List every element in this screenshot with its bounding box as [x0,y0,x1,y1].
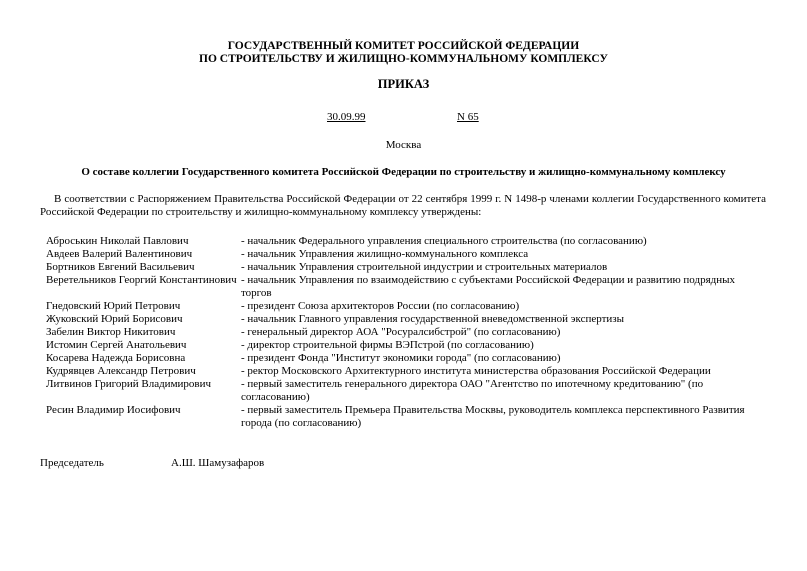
document-date: 30.09.99 [327,111,366,123]
member-row [46,339,766,352]
member-name: Жуковский Юрий Борисович [46,313,183,325]
signatory-title: Председатель [40,457,104,469]
member-name: Аброськин Николай Павлович [46,235,189,247]
member-role: - начальник Управления жилищно-коммунального комплекса [241,248,529,260]
member-row [46,378,766,404]
member-name: Бортников Евгений Васильевич [46,261,195,273]
committee-name-line1: ГОСУДАРСТВЕННЫЙ КОМИТЕТ РОССИЙСКОЙ ФЕДЕРАЦИИ [227,40,580,52]
member-row [46,274,766,300]
member-row [46,300,766,313]
member-role: - начальник Управления строительной индустрии и строительных материалов [241,261,608,273]
member-row [46,352,766,365]
members-list [46,235,766,430]
member-name: Забелин Виктор Никитович [46,326,176,338]
member-row [46,235,766,248]
member-name: Кудрявцев Александр Петрович [46,365,196,377]
document-subject: О составе коллегии Государственного комитета Российской Федерации по строительству и жилищно-коммунальному комплексу [81,166,726,178]
member-name: Ресин Владимир Иосифович [46,404,181,416]
member-role: - президент Союза архитекторов России (по согласованию) [241,300,520,312]
member-row [46,261,766,274]
committee-name-line2: ПО СТРОИТЕЛЬСТВУ И ЖИЛИЩНО-КОММУНАЛЬНОМУ КОМПЛЕКСУ [199,53,608,65]
member-role: - начальник Федерального управления специального строительства (по согласованию) [241,235,647,247]
member-name: Веретельников Георгий Константинович [46,274,237,286]
intro-paragraph: В соответствии с Распоряжением Правительства Российской Федерации от 22 сентября 1999 г. N 1498-р членами коллегии Государственного комитета Российской Федерации по строительству и жилищно-коммунальному комплексу утверждены: [40,193,766,218]
member-row [46,313,766,326]
member-name: Гнедовский Юрий Петрович [46,300,181,312]
member-row [46,248,766,261]
document-city: Москва [385,139,422,151]
document-title: ПРИКАЗ [377,77,430,91]
member-role: - директор строительной фирмы ВЭПстрой (по согласованию) [241,339,534,351]
member-role: - президент Фонда "Институт экономики города" (по согласованию) [241,352,561,364]
member-name: Литвинов Григорий Владимирович [46,378,212,390]
member-name: Авдеев Валерий Валентинович [46,248,193,260]
member-role: - первый заместитель Премьера Правительства Москвы, руководитель комплекса перспективного Развития города (по согласованию) [241,404,745,429]
member-name: Истомин Сергей Анатольевич [46,339,187,351]
member-row [46,404,766,430]
member-row [46,326,766,339]
member-row [46,365,766,378]
member-role: - начальник Главного управления государственной вневедомственной экспертизы [241,313,625,325]
member-name: Косарева Надежда Борисовна [46,352,186,364]
member-role: - начальник Управления по взаимодействию с субъектами Российской Федерации и развитию подрядных торгов [241,274,736,299]
document-number: N 65 [457,111,479,123]
member-role: - генеральный директор АОА "Росуралсибстрой" (по согласованию) [241,326,561,338]
member-role: - ректор Московского Архитектурного института министерства образования Российской Федерации [241,365,711,377]
member-role: - первый заместитель генерального директора ОАО "Агентство по ипотечному кредитованию" (по согласованию) [241,378,704,403]
signatory-name: А.Ш. Шамузафаров [171,457,265,469]
